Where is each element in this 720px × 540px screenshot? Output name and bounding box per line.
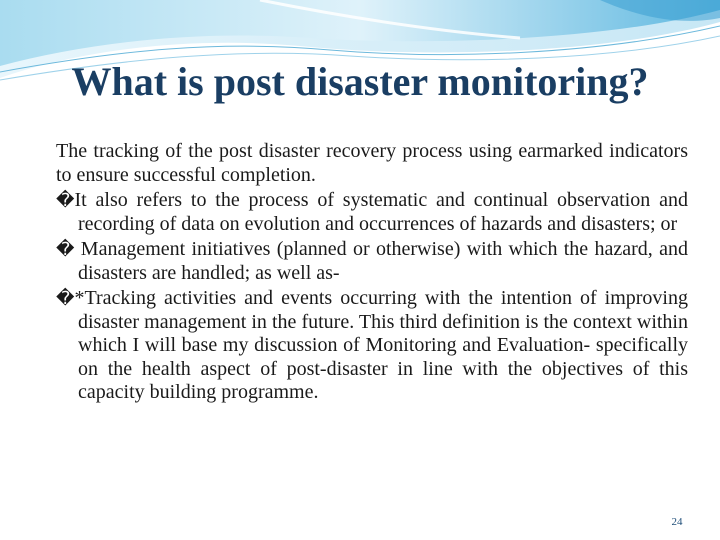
slide-body [56, 140, 688, 405]
bullet-text: It also refers to the process of systematic and continual observation and recording of data on evolution and occurrences of hazards and disasters; or [74, 189, 688, 235]
bullet-glyph-icon: � [56, 190, 75, 211]
bullet-item [56, 238, 688, 285]
slide-title: What is post disaster monitoring? [71, 59, 649, 104]
page-number: 24 [671, 516, 683, 528]
bullet-text: Management initiatives (planned or otherwise) with which the hazard, and disasters are handled; as well as- [74, 238, 688, 284]
intro-paragraph: The tracking of the post disaster recovery process using earmarked indicators to ensure successful completion. [56, 140, 688, 186]
bullet-text: *Tracking activities and events occurring with the intention of improving disaster management in the future. This third definition is the context within which I will base my discussion of Monitoring and Evaluation- specifically on the health aspect of post-disaster in line with the objectives of this capacity building programme. [74, 287, 688, 403]
bullet-glyph-icon: � [56, 239, 75, 260]
bullet-item [56, 287, 688, 405]
bullet-glyph-icon: � [56, 288, 75, 309]
bullet-item [56, 189, 688, 236]
